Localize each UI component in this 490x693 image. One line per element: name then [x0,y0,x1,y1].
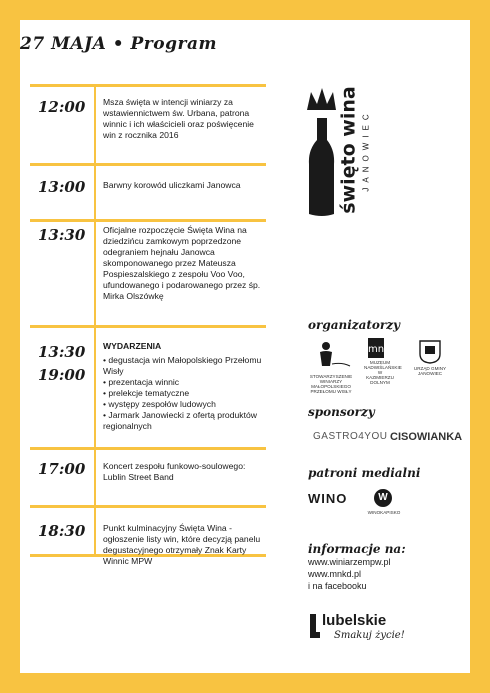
info-link[interactable]: www.mnkd.pl [308,569,362,579]
logo-urzad-gminy: URZĄD GMINY JANOWIEC [412,340,448,390]
list-item: • prezentacja winnic [103,377,180,387]
grape-figure-icon [302,340,360,370]
program-description: Msza święta w intencji winiarzy za wstawiennictwem św. Urbana, patrona winnic i ich właścicieli oraz poświęcenie win z rocznika 2016 [103,97,254,140]
time-0: 12:00 [38,98,86,116]
program-description: Punkt kulminacyjny Święta Wina - ogłoszenie listy win, które decyzją panelu degustacyjnego otrzymały Znak Karty Winnic MPW [103,523,261,566]
program-description: Oficjalne rozpoczęcie Święta Wina na dziedzińcu zamkowym poprzedzone odegraniem hejnału Janowca skomponowanego przez Mateusza Pospieszalskiego z zespołu Voo Voo, ufundowanego i podarowanego przez śp. Mirka Olszówkę [103,225,261,301]
list-item: • Jarmark Janowiecki z ofertą produktów regionalnych [103,410,257,431]
list-item: • degustacja win Małopolskiego Przełomu Wisły [103,355,262,376]
svg-text:mn: mn [368,344,384,355]
lubelskie-name: lubelskie [322,612,387,629]
time-1: 13:00 [38,178,86,196]
sponsors-label: sponsorzy [308,405,375,419]
media-wino: WINO [308,491,348,506]
logo-subtitle: JANOWIEC [361,108,371,192]
divider [30,219,266,222]
time-3b: 19:00 [38,366,86,384]
coat-of-arms-icon [419,340,441,364]
program-description: Koncert zespołu funkowo-soulowego: Lublin Street Band [103,461,246,482]
lubelskie-tagline: Smakuj życie! [334,630,405,641]
info-text: i na facebooku [308,581,367,591]
divider [30,84,266,87]
page-title: 27 MAJA • Program [20,34,217,54]
info-label: informacje na: [308,542,406,556]
time-3: 13:30 [38,343,86,361]
time-2: 13:30 [38,226,86,244]
time-5: 18:30 [38,522,86,540]
swieto-wina-logo [305,80,385,220]
vertical-divider [94,87,96,554]
media-winokapisko: W WINOKAPISKO [370,489,398,519]
list-item: • występy zespołów ludowych [103,399,216,409]
divider [30,325,266,328]
organizers-label: organizatorzy [308,318,401,332]
events-heading: WYDARZENIA [103,341,162,351]
divider [30,505,266,508]
sponsor-gastro: GASTRO4YOU [313,431,388,442]
logo-stowarzyszenie: STOWARZYSZENIE WINIARZY MAŁOPOLSKIEGO PRZEŁOMU WISŁY [302,340,360,388]
divider [30,163,266,166]
info-link[interactable]: www.winiarzempw.pl [308,557,391,567]
program-description: Barwny korowód uliczkami Janowca [103,180,241,190]
time-4: 17:00 [38,460,86,478]
list-item: • prelekcje tematyczne [103,388,190,398]
lubelskie-l-icon [308,614,320,638]
events-list [103,355,268,432]
mn-icon [368,338,384,358]
lubelskie-logo [308,610,418,646]
events-block [103,341,268,432]
info-block [308,556,391,592]
media-label: patroni medialni [308,466,421,480]
winokapisko-icon: W [374,489,392,507]
sponsor-cisowianka: CISOWIANKA [390,431,463,443]
logo-title: święto wina [338,86,360,214]
divider [30,447,266,450]
logo-muzeum: mn MUZEUM NADWIŚLAŃSKIE W KAZIMIERZU DOLNYM [364,338,396,390]
